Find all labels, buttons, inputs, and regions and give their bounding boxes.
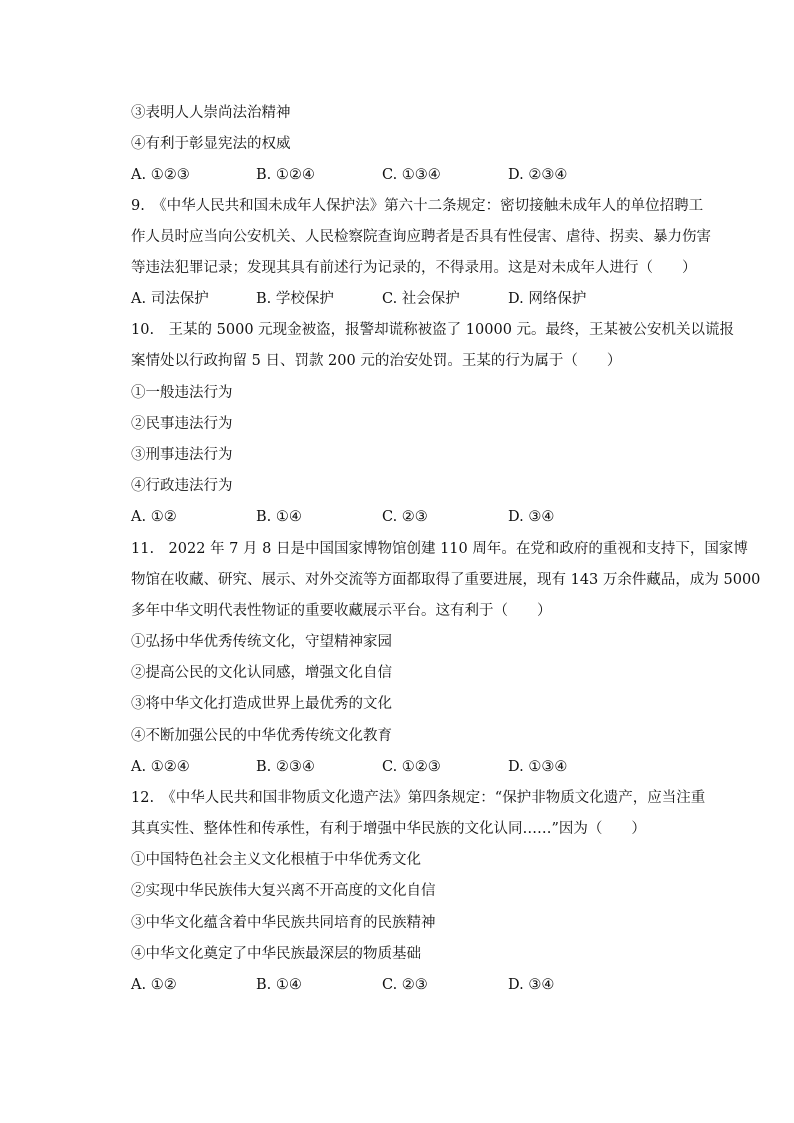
q9-stem-line-3: 等违法犯罪记录；发现其具有前述行为记录的，不得录用。这是对未成年人进行（ ） — [131, 260, 697, 276]
option-a: A. ①② — [131, 977, 177, 993]
option-b: B. ①②④ — [256, 167, 315, 183]
q12-statement-3: ③中华文化蕴含着中华民族共同培育的民族精神 — [131, 915, 436, 931]
q12-statement-2: ②实现中华民族伟大复兴离不开高度的文化自信 — [131, 883, 436, 899]
q10-statement-1: ①一般违法行为 — [131, 385, 233, 401]
q10-stem-line-2: 案情处以行政拘留 5 日、罚款 200 元的治安处罚。王某的行为属于（ ） — [131, 353, 622, 369]
option-d: D. ②③④ — [508, 167, 568, 183]
q9-stem-line-2: 作人员时应当向公安机关、人民检察院查询应聘者是否具有性侵害、虐待、拐卖、暴力伤害 — [131, 229, 711, 245]
statement-3: ③表明人人崇尚法治精神 — [131, 105, 291, 121]
q12-stem-line-1: 12. 《中华人民共和国非物质文化遗产法》第四条规定：“保护非物质文化遗产，应当注重 — [131, 790, 706, 806]
option-d: D. ③④ — [508, 977, 555, 993]
option-c: C. ①②③ — [382, 759, 441, 775]
option-c: C. 社会保护 — [382, 291, 460, 307]
q10-statement-2: ②民事违法行为 — [131, 416, 233, 432]
option-c: C. ①③④ — [382, 167, 441, 183]
q12-stem-line-2: 其真实性、整体性和传承性，有利于增强中华民族的文化认同……”因为（ ） — [131, 821, 646, 837]
options-row-q8 — [131, 165, 691, 185]
options-row-q11 — [131, 757, 691, 777]
option-a: A. ①② — [131, 509, 177, 525]
option-d: D. 网络保护 — [508, 291, 587, 307]
option-a: A. ①②③ — [131, 167, 190, 183]
q11-stem-line-3: 多年中华文明代表性物证的重要收藏展示平台。这有利于（ ） — [131, 603, 552, 619]
options-row-q10 — [131, 507, 691, 527]
option-a: A. ①②④ — [131, 759, 190, 775]
q10-statement-3: ③刑事违法行为 — [131, 447, 233, 463]
q11-statement-3: ③将中华文化打造成世界上最优秀的文化 — [131, 696, 392, 712]
q11-statement-1: ①弘扬中华优秀传统文化，守望精神家园 — [131, 634, 392, 650]
q12-statement-1: ①中国特色社会主义文化根植于中华优秀文化 — [131, 852, 421, 868]
q11-statement-2: ②提高公民的文化认同感，增强文化自信 — [131, 665, 392, 681]
option-b: B. ①④ — [256, 977, 302, 993]
q11-statement-4: ④不断加强公民的中华优秀传统文化教育 — [131, 728, 392, 744]
q10-stem-line-1: 10. 王某的 5000 元现金被盗，报警却谎称被盗了 10000 元。最终，王某被公安机关以谎报 — [131, 322, 735, 338]
q10-statement-4: ④行政违法行为 — [131, 478, 233, 494]
option-d: D. ①③④ — [508, 759, 568, 775]
option-c: C. ②③ — [382, 509, 428, 525]
q12-statement-4: ④中华文化奠定了中华民族最深层的物质基础 — [131, 946, 421, 962]
option-b: B. 学校保护 — [256, 291, 334, 307]
statement-4: ④有利于彰显宪法的权威 — [131, 136, 291, 152]
options-row-q9 — [131, 289, 691, 309]
q11-stem-line-1: 11. 2022 年 7 月 8 日是中国国家博物馆创建 110 周年。在党和政府的重视和支持下，国家博 — [131, 541, 748, 557]
option-d: D. ③④ — [508, 509, 555, 525]
option-c: C. ②③ — [382, 977, 428, 993]
option-b: B. ①④ — [256, 509, 302, 525]
option-b: B. ②③④ — [256, 759, 315, 775]
q11-stem-line-2: 物馆在收藏、研究、展示、对外交流等方面都取得了重要进展，现有 143 万余件藏品，成为 5000 — [131, 572, 761, 588]
option-a: A. 司法保护 — [131, 291, 209, 307]
options-row-q12 — [131, 975, 691, 995]
q9-stem-line-1: 9. 《中华人民共和国未成年人保护法》第六十二条规定：密切接触未成年人的单位招聘工 — [131, 198, 704, 214]
